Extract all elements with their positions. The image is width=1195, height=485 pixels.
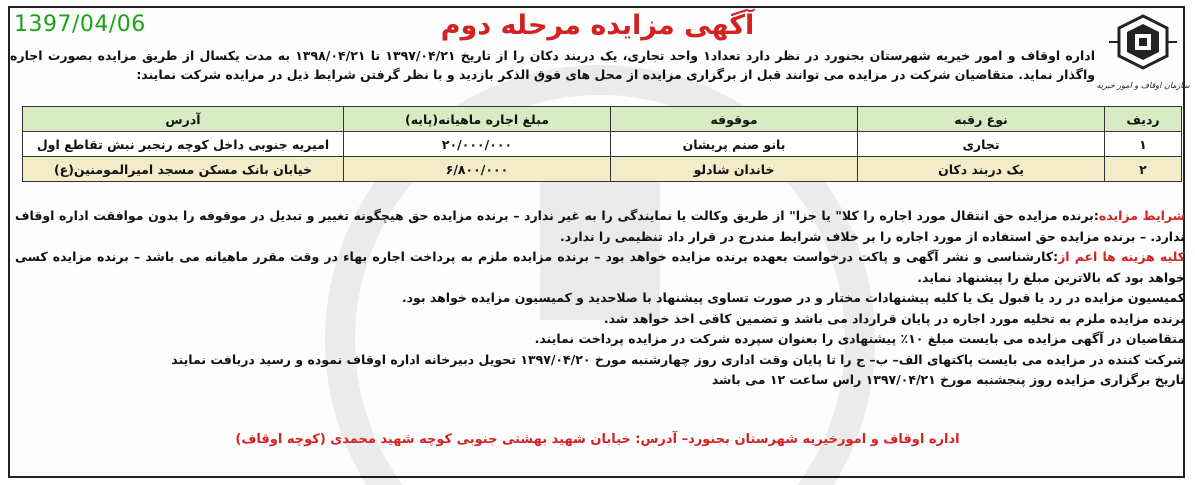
logo-caption: سازمان اوقاف و امور خیریه: [1096, 81, 1190, 90]
header-address: آدرس: [23, 107, 344, 132]
table-row: [23, 157, 1182, 182]
cell-endowment: بانو صنم پریشان: [611, 132, 858, 157]
cell-row-number: ۱: [1105, 132, 1182, 157]
cell-address: امیریه جنوبی داخل کوچه رنجبر نبش تقاطع اول: [23, 132, 344, 157]
header-type: نوع رقبه: [858, 107, 1105, 132]
cell-row-number: ۲: [1105, 157, 1182, 182]
cell-rent: ۶/۸۰۰/۰۰۰: [344, 157, 611, 182]
header-endowment: موقوفه: [611, 107, 858, 132]
body-line: کمیسیون مزایده در رد یا قبول یک یا کلیه پیشنهادات مختار و در صورت تساوی پیشنهاد با صلاحدید و کمیسیون مزایده خواهد بود.: [401, 290, 1185, 305]
notice-body: [15, 206, 1185, 391]
cell-type: تجاری: [858, 132, 1105, 157]
table-row: [23, 132, 1182, 157]
costs-text: :کارشناسی و نشر آگهی و پاکت درخواست بعهده برنده مزایده خواهد بود – برنده مزایده ملزم به پرداخت اجاره بهاء در وقت مقرر ماهیانه می باشد – برنده مزایده کسی خواهد بود که بالاترین مبلغ را پیشنهاد نماید.: [15, 249, 1185, 285]
body-line: شرکت کننده در مزایده می بایست پاکتهای الف– ب– ج را تا پایان وقت اداری روز چهارشنبه مورخ ۱۳۹۷/۰۴/۲۰ تحویل دبیرخانه اداره اوقاف نموده و رسید دریافت نمایند: [171, 351, 1185, 367]
cell-address: خیابان بانک مسکن مسجد امیرالمومنین(ع): [23, 157, 344, 182]
notice-title: آگهی مزایده مرحله دوم: [440, 10, 755, 41]
footer-address: اداره اوقاف و امورخیریه شهرستان بجنورد– آدرس: خیابان شهید بهشتی جنوبی کوچه شهید محمدی (کوچه اوقاف): [235, 432, 960, 447]
body-line: برنده مزایده ملزم به تخلیه مورد اجاره در پایان قرارداد می باشد و تضمین کافی اخذ خواهد شد.: [603, 310, 1185, 326]
conditions-paragraph: [15, 206, 1185, 247]
costs-label: کلیه هزینه ها اعم از: [1058, 249, 1185, 264]
conditions-label: شرایط مزایده: [1098, 208, 1185, 223]
header-row-number: ردیف: [1105, 107, 1182, 132]
table-header-row: [23, 107, 1182, 132]
intro-paragraph: اداره اوقاف و امور خیریه شهرستان بجنورد در نظر دارد تعداد۱ واحد تجاری، یک دربند دکان را از تاریخ ۱۳۹۷/۰۴/۲۱ تا ۱۳۹۸/۰۴/۲۱ به مدت یکسال از طریق مزایده بصورت اجاره واگذار نماید. متقاضیان شرکت در مزایده می توانند قبل از برگزاری مزایده از محل های فوق الذکر بازدید و با نظر گرفتن شرایط ذیل در مزایده شرکت نمایند:: [10, 48, 1095, 82]
header-rent: مبلغ اجاره ماهیانه(پایه): [344, 107, 611, 132]
conditions-text: :برنده مزایده حق انتقال مورد اجاره را کلا" یا جزا" از طریق وکالت یا نمایندگی را به غیر ندارد – برنده مزایده حق هیچگونه تغییر و تبدیل در موقوفه را بدون موافقت اداره اوقاف ندارد. – برنده مزایده حق استفاده از مورد اجاره را بر خلاف شرایط مندرج در قرار داد تنظیمی را ندارد.: [15, 208, 1185, 244]
property-table: [22, 106, 1182, 182]
date-stamp: 1397/04/06: [14, 12, 146, 37]
cell-type: یک دربند دکان: [858, 157, 1105, 182]
cell-rent: ۲۰/۰۰۰/۰۰۰: [344, 132, 611, 157]
body-line: متقاضیان در آگهی مزایده می بایست مبلغ ۱۰٪ پیشنهادی را بعنوان سپرده شرکت در مزایده پرداخت نمایند.: [534, 331, 1185, 346]
body-line: تاریخ برگزاری مزایده روز پنجشنبه مورخ ۱۳۹۷/۰۴/۲۱ راس ساعت ۱۲ می باشد: [711, 372, 1185, 387]
cell-endowment: خاندان شادلو: [611, 157, 858, 182]
costs-paragraph: [15, 247, 1185, 288]
